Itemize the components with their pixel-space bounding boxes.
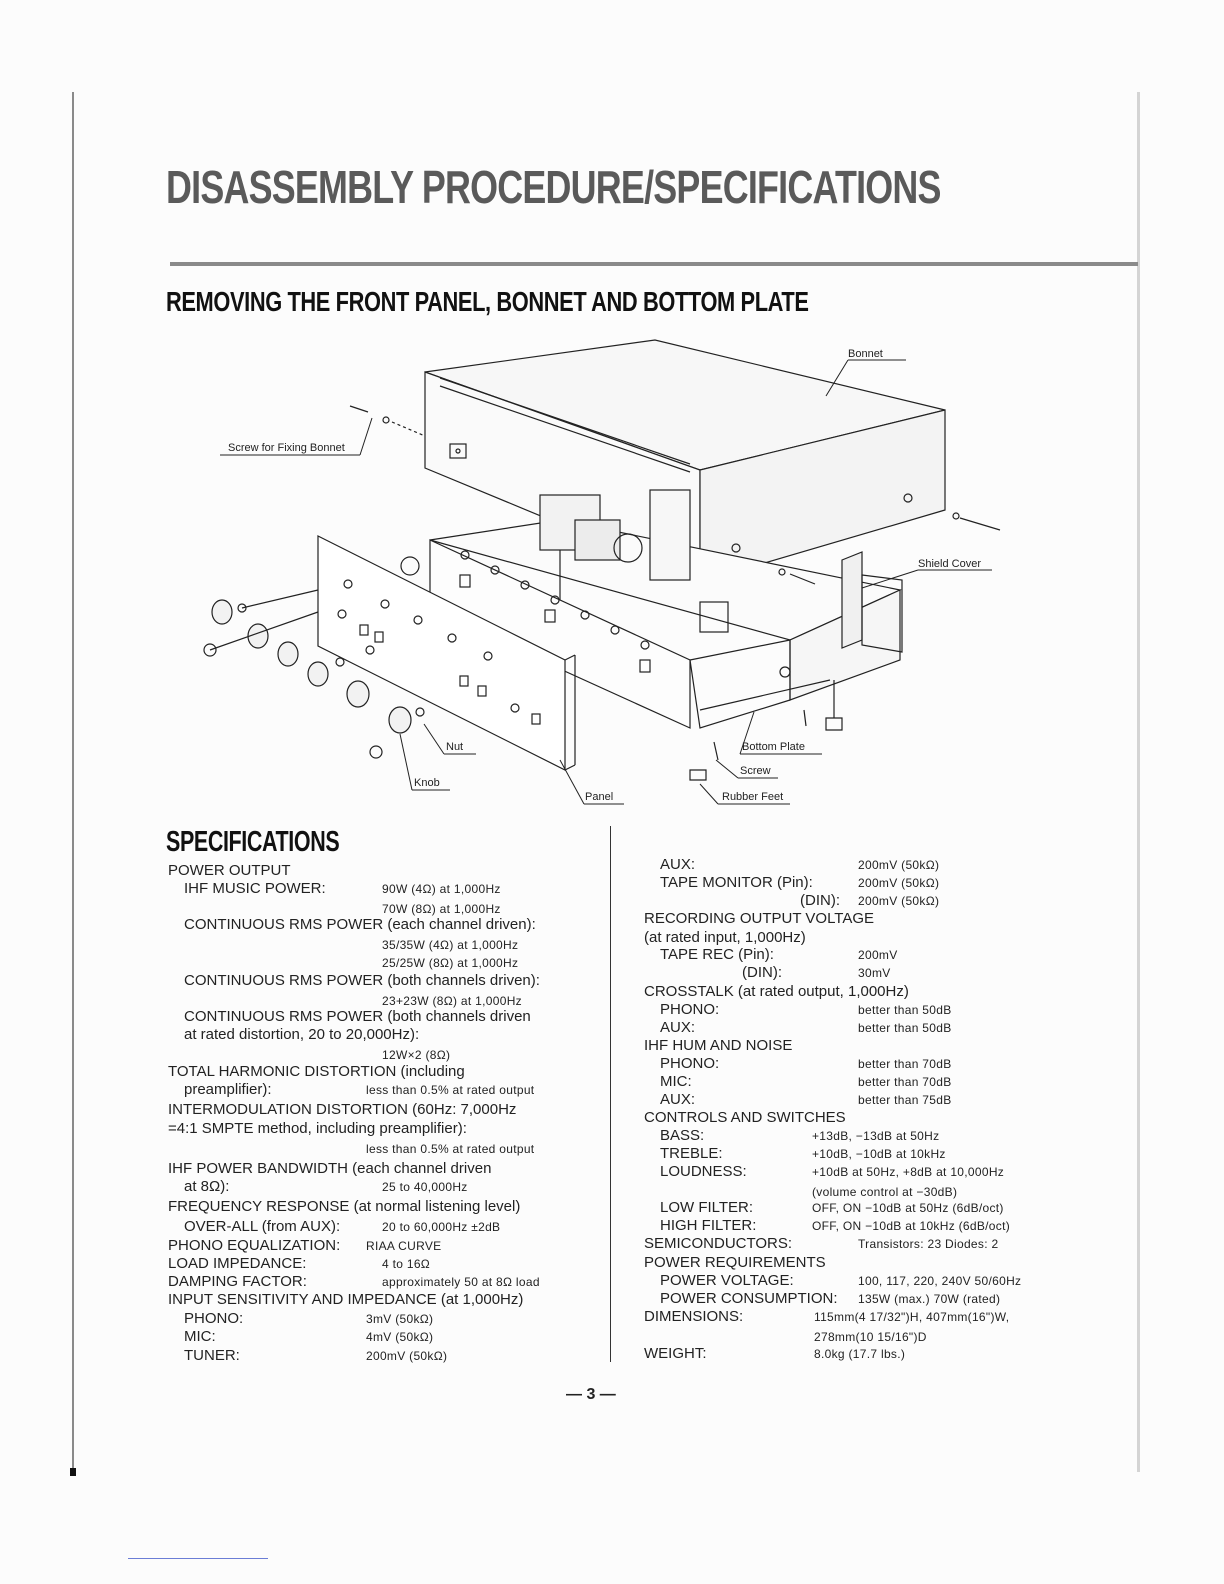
spec-value: Transistors: 23 Diodes: 2 xyxy=(858,1237,999,1251)
spec-label: IHF MUSIC POWER: xyxy=(184,880,326,897)
spec-row xyxy=(644,1254,826,1272)
spec-row xyxy=(184,1178,468,1196)
spec-value: 12W×2 (8Ω) xyxy=(382,1048,451,1062)
label-knob: Knob xyxy=(414,777,440,789)
spec-row xyxy=(644,1037,792,1055)
spec-row xyxy=(660,1199,1004,1217)
label-panel: Panel xyxy=(585,791,614,803)
section-title: REMOVING THE FRONT PANEL, BONNET AND BOTTOM PLATE xyxy=(166,286,809,317)
spec-row xyxy=(184,1328,434,1346)
spec-value: less than 0.5% at rated output xyxy=(366,1142,535,1156)
spec-label: HIGH FILTER: xyxy=(660,1217,757,1234)
spec-row xyxy=(184,1026,419,1044)
spec-row xyxy=(184,972,540,990)
spec-row xyxy=(644,1345,906,1363)
spec-label: (at rated input, 1,000Hz) xyxy=(644,929,806,946)
spec-label: AUX: xyxy=(660,1019,696,1036)
spec-row xyxy=(168,1273,540,1291)
spec-row xyxy=(644,1109,846,1127)
spec-row xyxy=(644,1235,999,1253)
spec-row xyxy=(382,1046,450,1064)
spec-row xyxy=(382,954,518,972)
spec-value: 200mV (50kΩ) xyxy=(858,858,940,872)
spec-label: INPUT SENSITIVITY AND IMPEDANCE (at 1,000Hz) xyxy=(168,1291,524,1308)
spec-row xyxy=(644,1308,1010,1326)
spec-value: RIAA CURVE xyxy=(366,1239,442,1253)
spec-value: better than 70dB xyxy=(858,1075,952,1089)
spec-value: 200mV xyxy=(858,948,898,962)
spec-label: BASS: xyxy=(660,1127,705,1144)
spec-label: CONTROLS AND SWITCHES xyxy=(644,1109,846,1126)
spec-value: approximately 50 at 8Ω load xyxy=(382,1275,540,1289)
spec-label: TOTAL HARMONIC DISTORTION (including xyxy=(168,1063,465,1080)
spec-row xyxy=(366,1140,534,1158)
spec-value: 135W (max.) 70W (rated) xyxy=(858,1292,1001,1306)
spec-value: 20 to 60,000Hz ±2dB xyxy=(382,1220,501,1234)
spec-row xyxy=(660,1001,952,1019)
spec-row xyxy=(800,892,940,910)
spec-value: 200mV (50kΩ) xyxy=(858,876,940,890)
spec-value: 278mm(10 15/16")D xyxy=(814,1330,927,1344)
spec-row xyxy=(812,1183,957,1201)
label-bonnet: Bonnet xyxy=(848,348,883,360)
column-divider xyxy=(610,826,611,1362)
spec-row xyxy=(168,1198,520,1216)
spec-row xyxy=(644,929,806,947)
spec-label: PHONO EQUALIZATION: xyxy=(168,1237,341,1254)
spec-value: 25/25W (8Ω) at 1,000Hz xyxy=(382,956,519,970)
spec-label: POWER VOLTAGE: xyxy=(660,1272,794,1289)
spec-row xyxy=(660,856,940,874)
spec-label: LOW FILTER: xyxy=(660,1199,754,1216)
spec-row xyxy=(184,916,536,934)
spec-value: 70W (8Ω) at 1,000Hz xyxy=(382,902,501,916)
spec-label: DIMENSIONS: xyxy=(644,1308,744,1325)
spec-label: POWER REQUIREMENTS xyxy=(644,1254,826,1271)
spec-row xyxy=(660,874,940,892)
spec-row xyxy=(168,1291,523,1309)
spec-row xyxy=(660,1290,1001,1308)
spec-row xyxy=(168,1063,465,1081)
spec-label: AUX: xyxy=(660,1091,696,1108)
spec-label: (DIN): xyxy=(800,892,840,909)
label-nut: Nut xyxy=(446,741,464,753)
specifications-heading: SPECIFICATIONS xyxy=(166,826,340,858)
spec-row xyxy=(184,1008,531,1026)
spec-value: 25 to 40,000Hz xyxy=(382,1180,468,1194)
spec-label: INTERMODULATION DISTORTION (60Hz: 7,000Hz xyxy=(168,1101,517,1118)
label-shield-cover: Shield Cover xyxy=(918,558,981,570)
page-title: DISASSEMBLY PROCEDURE/SPECIFICATIONS xyxy=(166,161,941,213)
spec-label: POWER CONSUMPTION: xyxy=(660,1290,838,1307)
spec-label: WEIGHT: xyxy=(644,1345,707,1362)
spec-value: 35/35W (4Ω) at 1,000Hz xyxy=(382,938,519,952)
spec-row xyxy=(168,1255,431,1273)
spec-label: TAPE MONITOR (Pin): xyxy=(660,874,813,891)
spec-label: FREQUENCY RESPONSE (at normal listening level) xyxy=(168,1198,521,1215)
spec-value: better than 50dB xyxy=(858,1003,952,1017)
spec-value: 4mV (50kΩ) xyxy=(366,1330,434,1344)
spec-label: TREBLE: xyxy=(660,1145,723,1162)
spec-row xyxy=(168,1101,516,1119)
spec-row xyxy=(168,1160,491,1178)
spec-label: MIC: xyxy=(660,1073,692,1090)
spec-row xyxy=(168,1237,442,1255)
spec-label: POWER OUTPUT xyxy=(168,862,291,879)
spec-row xyxy=(184,1218,501,1236)
spec-row xyxy=(660,1272,1022,1290)
spec-row xyxy=(660,1163,1005,1181)
spec-label: SEMICONDUCTORS: xyxy=(644,1235,793,1252)
page-number: — 3 — xyxy=(566,1386,616,1403)
spec-label: CROSSTALK (at rated output, 1,000Hz) xyxy=(644,983,909,1000)
spec-row xyxy=(382,936,518,954)
spec-label: LOAD IMPEDANCE: xyxy=(168,1255,307,1272)
spec-value: 3mV (50kΩ) xyxy=(366,1312,434,1326)
spec-value: better than 75dB xyxy=(858,1093,952,1107)
spec-value: OFF, ON −10dB at 50Hz (6dB/oct) xyxy=(812,1201,1004,1215)
spec-label: RECORDING OUTPUT VOLTAGE xyxy=(644,910,875,927)
spec-value: 30mV xyxy=(858,966,891,980)
scan-artifact-line xyxy=(128,1558,268,1559)
spec-value: 200mV (50kΩ) xyxy=(366,1349,448,1363)
spec-label: AUX: xyxy=(660,856,696,873)
spec-label: =4:1 SMPTE method, including preamplifier): xyxy=(168,1120,467,1137)
spec-row xyxy=(184,1310,434,1328)
spec-row xyxy=(184,880,501,898)
page-edge-mark xyxy=(70,1468,76,1476)
spec-value: (volume control at −30dB) xyxy=(812,1185,958,1199)
spec-row xyxy=(660,946,898,964)
spec-label: PHONO: xyxy=(184,1310,244,1327)
spec-label: at 8Ω): xyxy=(184,1178,230,1195)
spec-row xyxy=(184,1347,448,1365)
spec-row xyxy=(168,1120,467,1138)
label-screw: Screw xyxy=(740,765,771,777)
spec-label: CONTINUOUS RMS POWER (both channels driven): xyxy=(184,972,540,989)
spec-label: DAMPING FACTOR: xyxy=(168,1273,307,1290)
spec-value: OFF, ON −10dB at 10kHz (6dB/oct) xyxy=(812,1219,1011,1233)
spec-label: CONTINUOUS RMS POWER (each channel driven): xyxy=(184,916,536,933)
label-screw-for-fixing-bonnet: Screw for Fixing Bonnet xyxy=(228,442,345,454)
spec-label: OVER-ALL (from AUX): xyxy=(184,1218,341,1235)
spec-label: at rated distortion, 20 to 20,000Hz): xyxy=(184,1026,420,1043)
spec-row xyxy=(660,1091,952,1109)
spec-value: 200mV (50kΩ) xyxy=(858,894,940,908)
spec-value: 90W (4Ω) at 1,000Hz xyxy=(382,882,501,896)
spec-value: 23+23W (8Ω) at 1,000Hz xyxy=(382,994,522,1008)
spec-value: better than 70dB xyxy=(858,1057,952,1071)
spec-label: IHF HUM AND NOISE xyxy=(644,1037,793,1054)
spec-row xyxy=(814,1328,927,1346)
spec-row xyxy=(184,1081,535,1099)
spec-row xyxy=(660,1127,940,1145)
spec-label: IHF POWER BANDWIDTH (each channel driven xyxy=(168,1160,492,1177)
spec-label: CONTINUOUS RMS POWER (both channels driven xyxy=(184,1008,531,1025)
spec-row xyxy=(644,983,909,1001)
spec-label: TUNER: xyxy=(184,1347,240,1364)
spec-value: 4 to 16Ω xyxy=(382,1257,431,1271)
spec-value: 8.0kg (17.7 lbs.) xyxy=(814,1347,906,1361)
spec-value: +10dB, −10dB at 10kHz xyxy=(812,1147,946,1161)
spec-label: PHONO: xyxy=(660,1055,720,1072)
spec-value: less than 0.5% at rated output xyxy=(366,1083,535,1097)
spec-row xyxy=(660,1145,946,1163)
spec-value: 115mm(4 17/32")H, 407mm(16")W, xyxy=(814,1310,1010,1324)
spec-row xyxy=(660,1019,952,1037)
spec-label: MIC: xyxy=(184,1328,216,1345)
spec-value: +13dB, −13dB at 50Hz xyxy=(812,1129,940,1143)
spec-value: better than 50dB xyxy=(858,1021,952,1035)
spec-row xyxy=(660,1073,952,1091)
spec-label: LOUDNESS: xyxy=(660,1163,747,1180)
spec-row xyxy=(660,1055,952,1073)
label-rubber-feet: Rubber Feet xyxy=(722,791,784,803)
spec-label: (DIN): xyxy=(742,964,782,981)
label-bottom-plate: Bottom Plate xyxy=(742,741,805,753)
spec-label: TAPE REC (Pin): xyxy=(660,946,774,963)
spec-row xyxy=(644,910,874,928)
spec-row xyxy=(660,1217,1011,1235)
spec-row xyxy=(168,862,291,880)
spec-row xyxy=(742,964,891,982)
spec-value: +10dB at 50Hz, +8dB at 10,000Hz xyxy=(812,1165,1005,1179)
spec-label: PHONO: xyxy=(660,1001,720,1018)
spec-value: 100, 117, 220, 240V 50/60Hz xyxy=(858,1274,1022,1288)
spec-label: preamplifier): xyxy=(184,1081,272,1098)
